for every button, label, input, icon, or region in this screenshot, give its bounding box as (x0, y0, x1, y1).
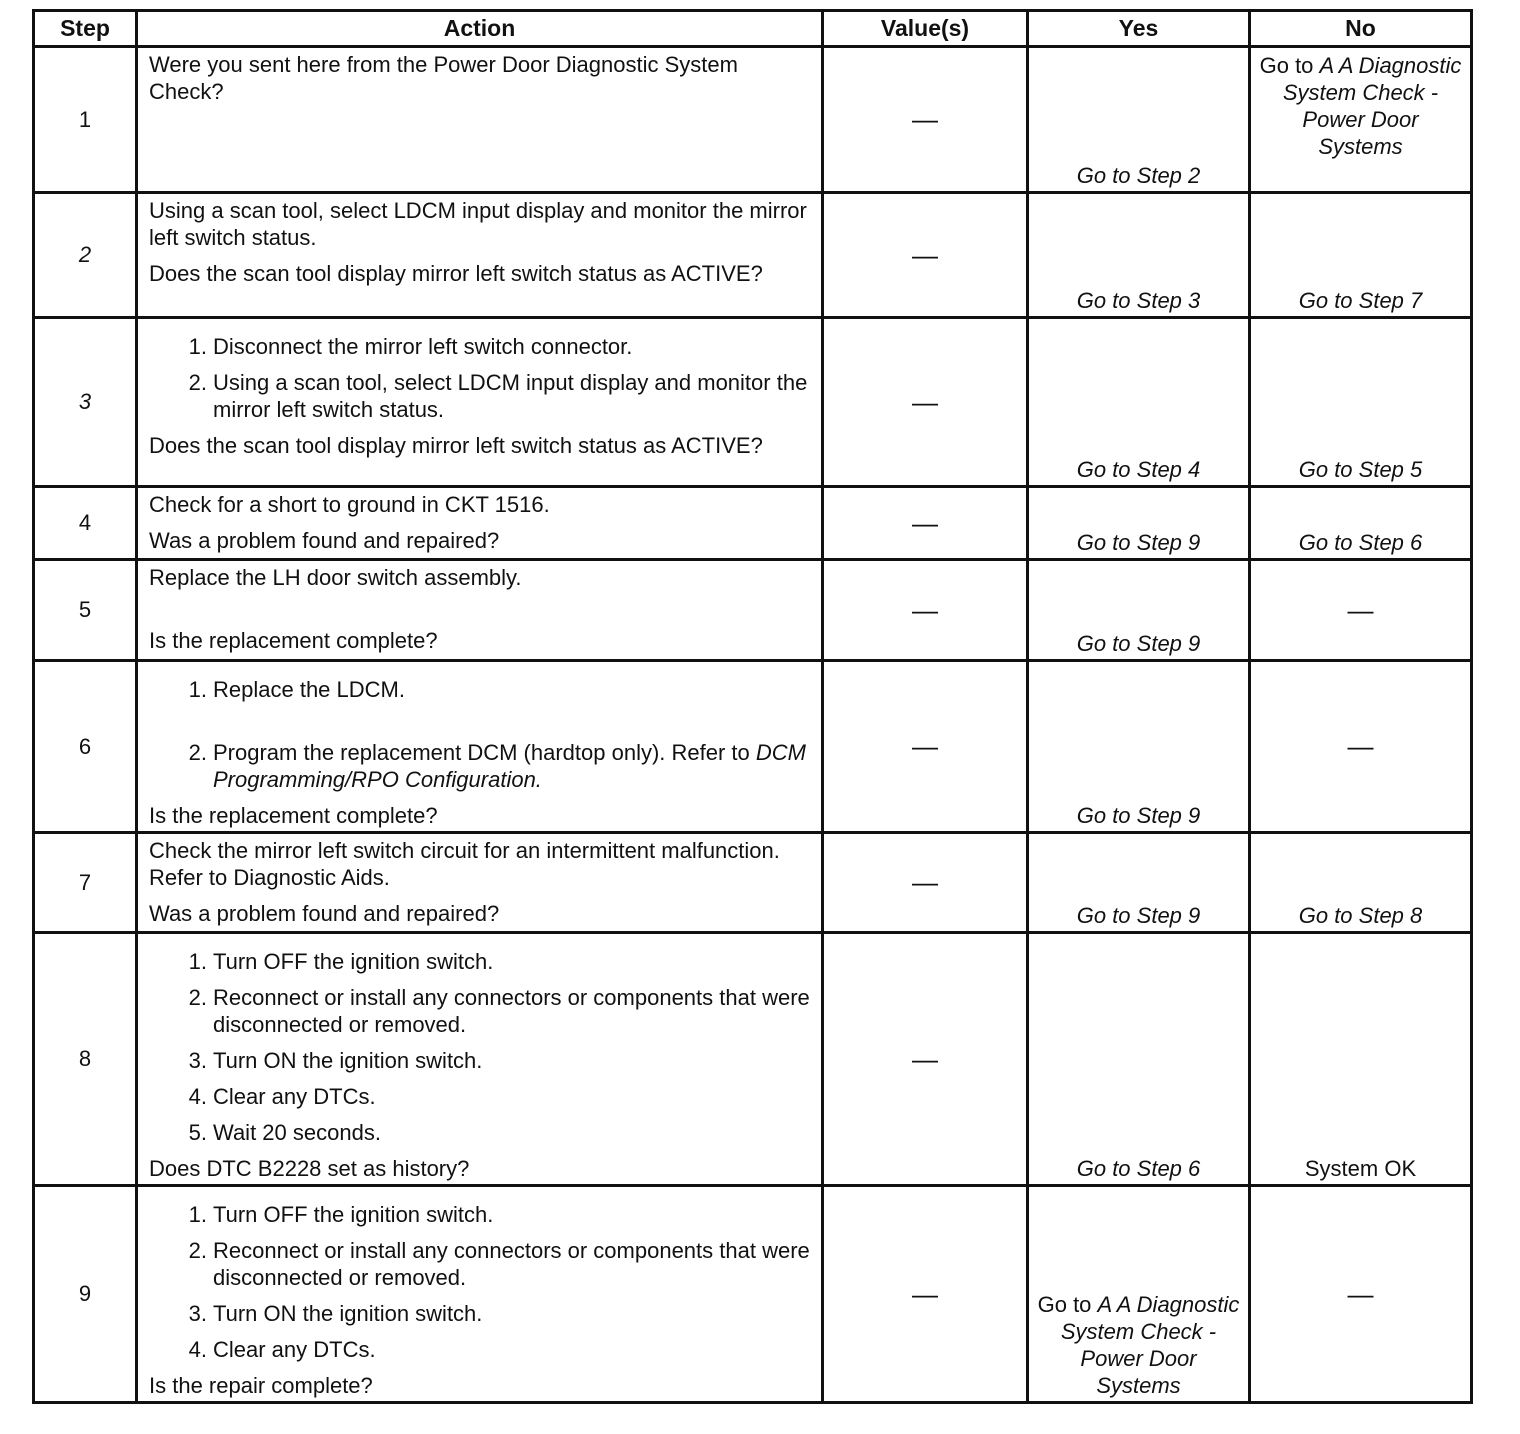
list-text: Reconnect or install any connectors or components that were disconnected or removed. (213, 1238, 810, 1290)
list-text: Wait 20 seconds. (213, 1120, 381, 1145)
list-number: 1. (188, 677, 207, 702)
value-cell: — (823, 47, 1028, 193)
table-row (34, 560, 1472, 661)
action-cell (137, 833, 823, 933)
table-row (34, 193, 1472, 318)
list-text: Clear any DTCs. (213, 1084, 376, 1109)
no-cell: — (1250, 560, 1472, 661)
yes-cell: Go to Step 3 (1028, 193, 1250, 318)
step-list (149, 333, 811, 423)
list-text: Using a scan tool, select LDCM input display and monitor the mirror left switch status. (213, 370, 808, 422)
header-yes: Yes (1028, 11, 1250, 47)
value-cell: — (823, 833, 1028, 933)
list-item (149, 1300, 811, 1327)
value-cell: — (823, 661, 1028, 833)
list-number: 3. (188, 1048, 207, 1073)
action-question: Does the scan tool display mirror left switch status as ACTIVE? (149, 261, 763, 286)
list-text: Turn ON the ignition switch. (213, 1048, 483, 1073)
list-text: Turn ON the ignition switch. (213, 1301, 483, 1326)
list-number: 3. (188, 1301, 207, 1326)
step-list (149, 1201, 811, 1363)
value-cell: — (823, 193, 1028, 318)
table-row (34, 833, 1472, 933)
table-row (34, 47, 1472, 193)
no-cell: Go to Step 8 (1250, 833, 1472, 933)
step-number: 9 (34, 1186, 137, 1403)
yes-cell: Go to Step 9 (1028, 487, 1250, 560)
list-item (149, 1047, 811, 1074)
list-item (149, 948, 811, 975)
list-number: 2. (188, 740, 207, 765)
action-cell (137, 933, 823, 1186)
list-number: 2. (188, 1238, 207, 1263)
list-text: Clear any DTCs. (213, 1337, 376, 1362)
no-cell: Go to Step 7 (1250, 193, 1472, 318)
list-number: 5. (188, 1120, 207, 1145)
header-step: Step (34, 11, 137, 47)
action-cell (137, 661, 823, 833)
step-number: 8 (34, 933, 137, 1186)
table-row (34, 933, 1472, 1186)
diagnostic-table (32, 9, 1473, 1404)
yes-cell: Go to Step 9 (1028, 833, 1250, 933)
no-cell: Go to Step 6 (1250, 487, 1472, 560)
list-number: 2. (188, 370, 207, 395)
table-row (34, 487, 1472, 560)
step-number: 5 (34, 560, 137, 661)
table-row (34, 1186, 1472, 1403)
value-cell: — (823, 318, 1028, 487)
action-question: Was a problem found and repaired? (149, 528, 500, 553)
action-question: Is the replacement complete? (149, 803, 438, 828)
list-item (149, 984, 811, 1038)
table-row (34, 661, 1472, 833)
list-text: Disconnect the mirror left switch connector. (213, 334, 633, 359)
dcm-programming-link[interactable]: DCM Programming/RPO Configuration. (213, 740, 807, 792)
header-values: Value(s) (823, 11, 1028, 47)
list-number: 4. (188, 1084, 207, 1109)
value-cell: — (823, 1186, 1028, 1403)
step-number: 7 (34, 833, 137, 933)
step-list (149, 676, 811, 793)
list-text: Program the replacement DCM (hardtop only). Refer to (213, 740, 750, 765)
list-item (149, 1083, 811, 1110)
list-item (149, 1237, 811, 1291)
action-text: Replace the LH door switch assembly. (149, 565, 522, 590)
action-text: Check the mirror left switch circuit for an intermittent malfunction. Refer to Diagnostic Aids. (149, 838, 780, 890)
no-cell (1250, 47, 1472, 193)
action-question: Does the scan tool display mirror left switch status as ACTIVE? (149, 433, 763, 458)
yes-cell: Go to Step 4 (1028, 318, 1250, 487)
step-number: 4 (34, 487, 137, 560)
list-item (149, 739, 811, 793)
yes-cell (1028, 1186, 1250, 1403)
list-item (149, 1201, 811, 1228)
no-prefix: Go to (1259, 53, 1314, 78)
yes-prefix: Go to (1037, 1292, 1092, 1317)
yes-cell: Go to Step 6 (1028, 933, 1250, 1186)
header-action: Action (137, 11, 823, 47)
no-cell: Go to Step 5 (1250, 318, 1472, 487)
no-cell: — (1250, 1186, 1472, 1403)
action-cell (137, 47, 823, 193)
list-text: Turn OFF the ignition switch. (213, 1202, 494, 1227)
action-cell (137, 193, 823, 318)
step-number: 2 (34, 193, 137, 318)
action-question: Is the repair complete? (149, 1373, 373, 1398)
yes-cell: Go to Step 2 (1028, 47, 1250, 193)
action-text: Using a scan tool, select LDCM input display and monitor the mirror left switch status. (149, 198, 807, 250)
no-cell: System OK (1250, 933, 1472, 1186)
action-text: Check for a short to ground in CKT 1516. (149, 492, 550, 517)
list-item (149, 333, 811, 360)
action-text: Were you sent here from the Power Door Diagnostic System Check? (149, 52, 738, 104)
action-cell (137, 1186, 823, 1403)
step-number: 3 (34, 318, 137, 487)
list-number: 1. (188, 949, 207, 974)
list-number: 2. (188, 985, 207, 1010)
value-cell: — (823, 487, 1028, 560)
list-text: Reconnect or install any connectors or components that were disconnected or removed. (213, 985, 810, 1037)
action-question: Was a problem found and repaired? (149, 901, 500, 926)
system-check-link[interactable]: A A Diagnostic System Check - Power Door Systems (1282, 53, 1462, 159)
list-text-group (207, 739, 811, 793)
system-check-link[interactable]: A A Diagnostic System Check - Power Door Systems (1060, 1292, 1240, 1398)
list-number: 4. (188, 1337, 207, 1362)
header-row (34, 11, 1472, 47)
list-text: Turn OFF the ignition switch. (213, 949, 494, 974)
header-no: No (1250, 11, 1472, 47)
list-item (149, 676, 811, 703)
list-item (149, 1336, 811, 1363)
list-text: Replace the LDCM. (213, 677, 405, 702)
step-number: 1 (34, 47, 137, 193)
value-cell: — (823, 933, 1028, 1186)
action-cell (137, 560, 823, 661)
step-list (149, 948, 811, 1146)
no-cell: — (1250, 661, 1472, 833)
yes-cell: Go to Step 9 (1028, 661, 1250, 833)
value-cell: — (823, 560, 1028, 661)
action-cell (137, 318, 823, 487)
list-number: 1. (188, 334, 207, 359)
table-row (34, 318, 1472, 487)
yes-cell: Go to Step 9 (1028, 560, 1250, 661)
list-item (149, 369, 811, 423)
action-question: Is the replacement complete? (149, 628, 438, 653)
action-question: Does DTC B2228 set as history? (149, 1156, 470, 1181)
step-number: 6 (34, 661, 137, 833)
action-cell (137, 487, 823, 560)
list-number: 1. (188, 1202, 207, 1227)
list-item (149, 1119, 811, 1146)
